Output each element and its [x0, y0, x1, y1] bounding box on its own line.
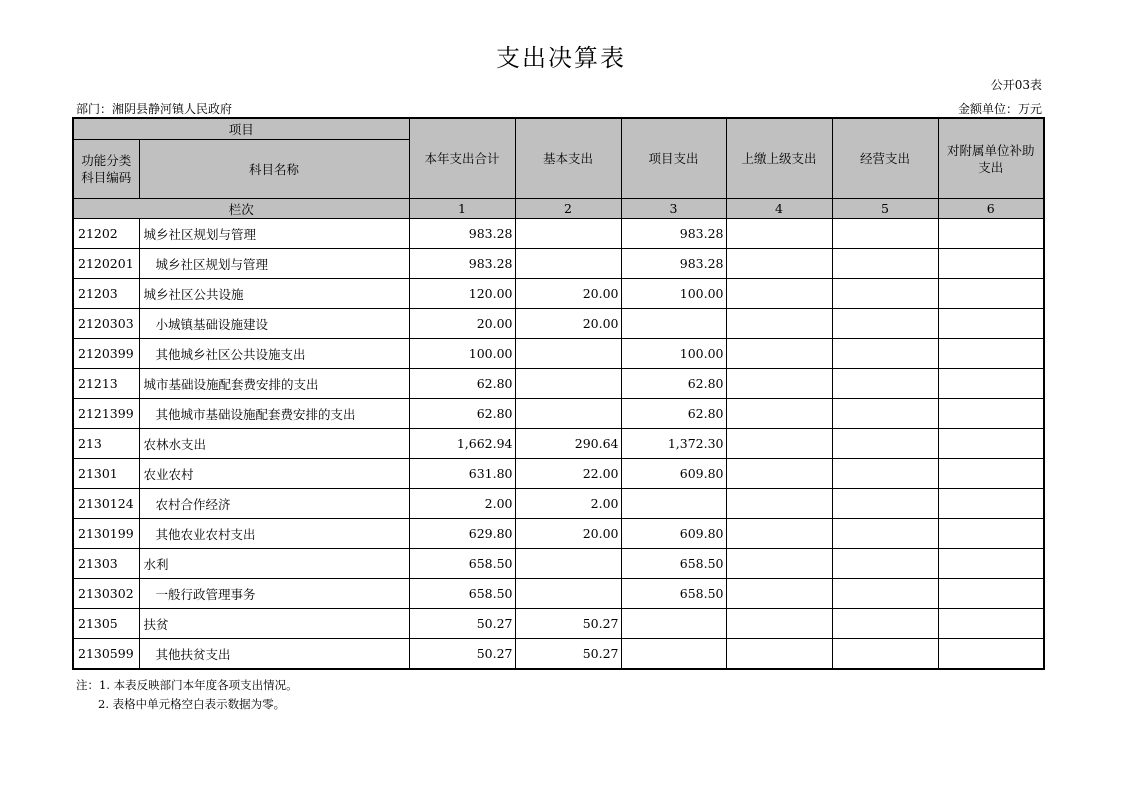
row-operating [832, 429, 938, 459]
expenditure-table [72, 117, 1045, 670]
header-index: 2 [515, 199, 621, 219]
table-row [73, 639, 1044, 670]
header-func-code: 功能分类科目编码 [73, 140, 139, 199]
row-operating [832, 309, 938, 339]
row-total: 100.00 [409, 339, 515, 369]
row-subject-name: 一般行政管理事务 [139, 579, 409, 609]
row-subsidy [938, 579, 1044, 609]
row-upper [726, 549, 832, 579]
row-operating [832, 609, 938, 639]
row-total: 50.27 [409, 609, 515, 639]
row-basic: 290.64 [515, 429, 621, 459]
row-upper [726, 579, 832, 609]
notes [76, 676, 298, 714]
row-upper [726, 429, 832, 459]
table-row [73, 219, 1044, 249]
row-operating [832, 399, 938, 429]
row-basic [515, 579, 621, 609]
row-project: 609.80 [621, 459, 726, 489]
row-basic: 50.27 [515, 609, 621, 639]
table-row [73, 609, 1044, 639]
row-code: 2120201 [73, 249, 139, 279]
row-basic [515, 249, 621, 279]
row-total: 62.80 [409, 399, 515, 429]
row-subsidy [938, 609, 1044, 639]
row-subject-name: 农林水支出 [139, 429, 409, 459]
row-operating [832, 279, 938, 309]
table-row [73, 579, 1044, 609]
row-code: 21203 [73, 279, 139, 309]
row-project: 983.28 [621, 219, 726, 249]
row-subsidy [938, 279, 1044, 309]
row-upper [726, 609, 832, 639]
row-code: 2130302 [73, 579, 139, 609]
row-total: 983.28 [409, 219, 515, 249]
row-upper [726, 279, 832, 309]
row-subsidy [938, 489, 1044, 519]
row-basic [515, 219, 621, 249]
row-subject-name: 其他城市基础设施配套费安排的支出 [139, 399, 409, 429]
header-index: 4 [726, 199, 832, 219]
row-operating [832, 219, 938, 249]
table-row [73, 519, 1044, 549]
row-basic: 22.00 [515, 459, 621, 489]
row-project [621, 489, 726, 519]
table-row [73, 429, 1044, 459]
row-code: 21301 [73, 459, 139, 489]
row-operating [832, 579, 938, 609]
row-code: 2130599 [73, 639, 139, 670]
row-upper [726, 399, 832, 429]
row-operating [832, 489, 938, 519]
row-upper [726, 519, 832, 549]
row-subsidy [938, 369, 1044, 399]
row-project [621, 309, 726, 339]
row-code: 213 [73, 429, 139, 459]
table-row [73, 549, 1044, 579]
row-code: 21202 [73, 219, 139, 249]
row-project [621, 609, 726, 639]
row-subject-name: 小城镇基础设施建设 [139, 309, 409, 339]
row-total: 50.27 [409, 639, 515, 670]
header-index: 1 [409, 199, 515, 219]
header-index: 3 [621, 199, 726, 219]
row-project: 62.80 [621, 369, 726, 399]
row-subject-name: 其他农业农村支出 [139, 519, 409, 549]
row-project: 62.80 [621, 399, 726, 429]
row-basic: 20.00 [515, 519, 621, 549]
row-upper [726, 249, 832, 279]
row-upper [726, 309, 832, 339]
header-project: 项目 [73, 118, 409, 140]
row-total: 62.80 [409, 369, 515, 399]
header-upper: 上缴上级支出 [726, 118, 832, 199]
row-upper [726, 489, 832, 519]
row-operating [832, 249, 938, 279]
row-project: 1,372.30 [621, 429, 726, 459]
page-title: 支出决算表 [496, 44, 626, 72]
row-project [621, 639, 726, 670]
row-total: 2.00 [409, 489, 515, 519]
row-upper [726, 639, 832, 670]
row-code: 2130124 [73, 489, 139, 519]
row-total: 1,662.94 [409, 429, 515, 459]
row-code: 21303 [73, 549, 139, 579]
table-row [73, 369, 1044, 399]
row-subsidy [938, 219, 1044, 249]
row-upper [726, 369, 832, 399]
form-number: 公开03表 [990, 78, 1042, 92]
header-subject-name: 科目名称 [139, 140, 409, 199]
row-subject-name: 其他扶贫支出 [139, 639, 409, 670]
row-operating [832, 519, 938, 549]
row-total: 629.80 [409, 519, 515, 549]
row-subject-name: 其他城乡社区公共设施支出 [139, 339, 409, 369]
table-row [73, 399, 1044, 429]
row-code: 21213 [73, 369, 139, 399]
table-row [73, 459, 1044, 489]
row-subject-name: 城乡社区规划与管理 [139, 249, 409, 279]
row-total: 120.00 [409, 279, 515, 309]
row-subsidy [938, 249, 1044, 279]
header-total: 本年支出合计 [409, 118, 515, 199]
row-subject-name: 城乡社区规划与管理 [139, 219, 409, 249]
row-subject-name: 城市基础设施配套费安排的支出 [139, 369, 409, 399]
row-project: 609.80 [621, 519, 726, 549]
row-upper [726, 219, 832, 249]
row-subject-name: 农村合作经济 [139, 489, 409, 519]
row-basic [515, 549, 621, 579]
note-1: 注：1. 本表反映部门本年度各项支出情况。 [76, 678, 298, 692]
row-basic: 20.00 [515, 309, 621, 339]
row-code: 2120399 [73, 339, 139, 369]
note-2: 2. 表格中单元格空白表示数据为零。 [98, 697, 286, 711]
table-row [73, 249, 1044, 279]
row-subject-name: 扶贫 [139, 609, 409, 639]
header-project-expense: 项目支出 [621, 118, 726, 199]
row-total: 658.50 [409, 549, 515, 579]
row-subsidy [938, 639, 1044, 670]
header-subsidy: 对附属单位补助支出 [938, 118, 1044, 199]
table-row [73, 339, 1044, 369]
header-index: 5 [832, 199, 938, 219]
header-index-label: 栏次 [73, 199, 409, 219]
row-subsidy [938, 309, 1044, 339]
row-code: 21305 [73, 609, 139, 639]
row-project: 100.00 [621, 279, 726, 309]
unit-label: 金额单位：万元 [957, 102, 1042, 116]
row-subsidy [938, 549, 1044, 579]
row-project: 983.28 [621, 249, 726, 279]
row-basic [515, 369, 621, 399]
row-project: 658.50 [621, 579, 726, 609]
row-subsidy [938, 399, 1044, 429]
row-subsidy [938, 519, 1044, 549]
row-upper [726, 459, 832, 489]
row-subsidy [938, 339, 1044, 369]
row-project: 658.50 [621, 549, 726, 579]
table-row [73, 489, 1044, 519]
row-total: 20.00 [409, 309, 515, 339]
row-total: 658.50 [409, 579, 515, 609]
row-total: 631.80 [409, 459, 515, 489]
row-operating [832, 339, 938, 369]
row-subject-name: 农业农村 [139, 459, 409, 489]
row-operating [832, 369, 938, 399]
row-basic: 2.00 [515, 489, 621, 519]
row-operating [832, 459, 938, 489]
row-code: 2130199 [73, 519, 139, 549]
row-basic: 20.00 [515, 279, 621, 309]
row-subsidy [938, 459, 1044, 489]
row-subject-name: 水利 [139, 549, 409, 579]
header-index: 6 [938, 199, 1044, 219]
row-code: 2121399 [73, 399, 139, 429]
table-row [73, 309, 1044, 339]
table-row [73, 279, 1044, 309]
row-code: 2120303 [73, 309, 139, 339]
row-operating [832, 549, 938, 579]
row-total: 983.28 [409, 249, 515, 279]
header-basic: 基本支出 [515, 118, 621, 199]
department-label: 部门：湘阴县静河镇人民政府 [76, 102, 233, 116]
row-basic: 50.27 [515, 639, 621, 670]
header-operating: 经营支出 [832, 118, 938, 199]
row-basic [515, 399, 621, 429]
row-subject-name: 城乡社区公共设施 [139, 279, 409, 309]
row-project: 100.00 [621, 339, 726, 369]
row-upper [726, 339, 832, 369]
row-subsidy [938, 429, 1044, 459]
row-basic [515, 339, 621, 369]
row-operating [832, 639, 938, 670]
